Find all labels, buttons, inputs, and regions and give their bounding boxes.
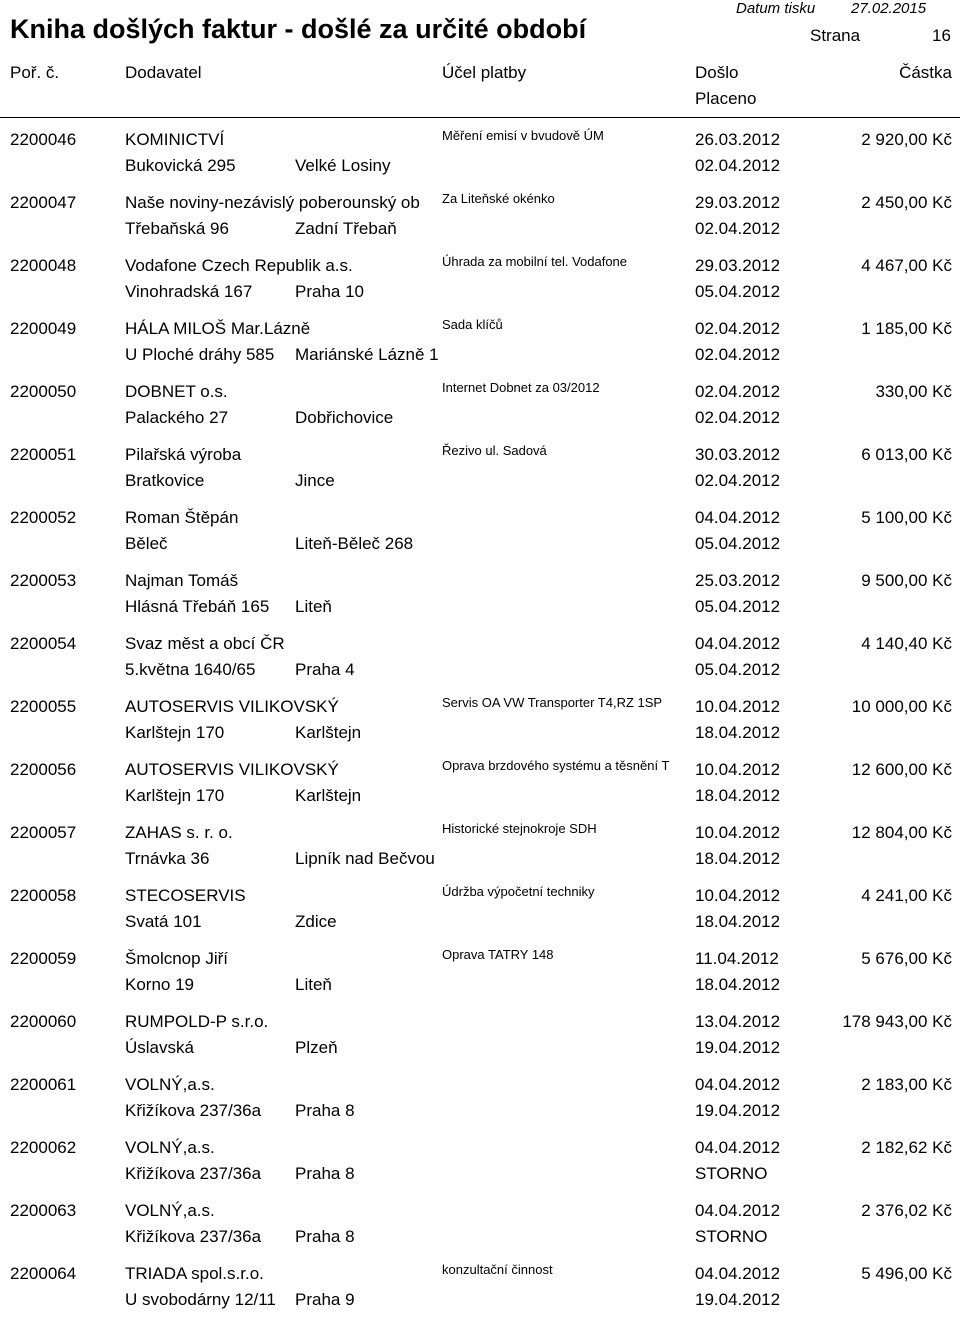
supplier-name: TRIADA spol.s.r.o. bbox=[125, 1264, 264, 1283]
amount: 2 182,62 Kč bbox=[861, 1138, 952, 1157]
supplier-address: Třebaňská 96 bbox=[125, 219, 229, 238]
received-date: 10.04.2012 bbox=[695, 886, 781, 905]
supplier-address: U Ploché dráhy 585 bbox=[125, 345, 275, 364]
paid-date: 02.04.2012 bbox=[695, 219, 781, 238]
page-title: Kniha došlých faktur - došlé za určité období bbox=[10, 14, 587, 44]
amount: 4 140,40 Kč bbox=[861, 634, 952, 653]
supplier-city: Karlštejn bbox=[295, 786, 362, 805]
supplier-address: Karlštejn 170 bbox=[125, 786, 225, 805]
supplier-city: Velké Losiny bbox=[295, 156, 391, 175]
invoice-number: 2200051 bbox=[10, 445, 77, 464]
column-header-paid: Placeno bbox=[695, 89, 757, 108]
paid-date: 05.04.2012 bbox=[695, 282, 781, 301]
paid-date: 18.04.2012 bbox=[695, 786, 781, 805]
paid-date: 02.04.2012 bbox=[695, 471, 781, 490]
supplier-address: Běleč bbox=[125, 534, 168, 553]
page-label: Strana bbox=[810, 26, 861, 45]
invoice-number: 2200064 bbox=[10, 1264, 77, 1283]
supplier-name: HÁLA MILOŠ Mar.Lázně bbox=[125, 319, 311, 338]
received-date: 04.04.2012 bbox=[695, 1201, 781, 1220]
supplier-name: AUTOSERVIS VILIKOVSKÝ bbox=[125, 760, 339, 779]
paid-date: 05.04.2012 bbox=[695, 534, 781, 553]
paid-date: 18.04.2012 bbox=[695, 975, 781, 994]
received-date: 30.03.2012 bbox=[695, 445, 781, 464]
invoice-number: 2200049 bbox=[10, 319, 77, 338]
supplier-name: Šmolcnop Jiří bbox=[125, 949, 228, 968]
supplier-address: Úslavská bbox=[125, 1038, 194, 1057]
supplier-address: Křižíkova 237/36a bbox=[125, 1227, 262, 1246]
invoice-number: 2200052 bbox=[10, 508, 77, 527]
table-row bbox=[0, 253, 960, 316]
amount: 2 920,00 Kč bbox=[861, 130, 952, 149]
supplier-name: Vodafone Czech Republik a.s. bbox=[125, 256, 353, 275]
page-number: 16 bbox=[932, 26, 951, 45]
supplier-name: Roman Štěpán bbox=[125, 508, 239, 527]
table-row bbox=[0, 946, 960, 1009]
invoice-number: 2200050 bbox=[10, 382, 77, 401]
paid-date: 18.04.2012 bbox=[695, 723, 781, 742]
printed-date-label: Datum tisku bbox=[736, 0, 816, 17]
supplier-name: VOLNÝ,a.s. bbox=[125, 1201, 215, 1220]
amount: 5 676,00 Kč bbox=[861, 949, 952, 968]
column-header-amount: Částka bbox=[899, 63, 952, 82]
column-header-number: Poř. č. bbox=[10, 63, 60, 82]
supplier-city: Praha 4 bbox=[295, 660, 355, 679]
amount: 330,00 Kč bbox=[875, 382, 952, 401]
invoice-number: 2200059 bbox=[10, 949, 77, 968]
supplier-address: Trnávka 36 bbox=[125, 849, 210, 868]
payment-purpose: Historické stejnokroje SDH bbox=[442, 821, 597, 836]
supplier-city: Zdice bbox=[295, 912, 337, 931]
amount: 5 496,00 Kč bbox=[861, 1264, 952, 1283]
supplier-name: Svaz měst a obcí ČR bbox=[125, 634, 285, 653]
table-row bbox=[0, 883, 960, 946]
supplier-city: Praha 10 bbox=[295, 282, 364, 301]
supplier-city: Lipník nad Bečvou bbox=[295, 849, 435, 868]
invoice-number: 2200062 bbox=[10, 1138, 77, 1157]
supplier-name: Najman Tomáš bbox=[125, 571, 239, 590]
supplier-city: Mariánské Lázně 1 bbox=[295, 345, 439, 364]
supplier-address: Křižíkova 237/36a bbox=[125, 1101, 262, 1120]
supplier-address: Korno 19 bbox=[125, 975, 194, 994]
paid-date: 18.04.2012 bbox=[695, 849, 781, 868]
received-date: 26.03.2012 bbox=[695, 130, 781, 149]
supplier-city: Liteň-Běleč 268 bbox=[295, 534, 414, 553]
table-row bbox=[0, 694, 960, 757]
paid-date: 05.04.2012 bbox=[695, 597, 781, 616]
table-row bbox=[0, 1009, 960, 1072]
table-row bbox=[0, 190, 960, 253]
invoice-number: 2200047 bbox=[10, 193, 77, 212]
paid-date: 19.04.2012 bbox=[695, 1290, 781, 1309]
amount: 1 185,00 Kč bbox=[861, 319, 952, 338]
supplier-city: Dobřichovice bbox=[295, 408, 394, 427]
supplier-city: Liteň bbox=[295, 597, 332, 616]
invoice-number: 2200053 bbox=[10, 571, 77, 590]
table-row bbox=[0, 442, 960, 505]
received-date: 29.03.2012 bbox=[695, 193, 781, 212]
payment-purpose: Oprava TATRY 148 bbox=[442, 947, 554, 962]
table-row bbox=[0, 757, 960, 820]
paid-date: 02.04.2012 bbox=[695, 408, 781, 427]
supplier-name: VOLNÝ,a.s. bbox=[125, 1138, 215, 1157]
table-row bbox=[0, 1198, 960, 1261]
supplier-address: Svatá 101 bbox=[125, 912, 202, 931]
supplier-city: Praha 8 bbox=[295, 1101, 355, 1120]
received-date: 02.04.2012 bbox=[695, 319, 781, 338]
table-row bbox=[0, 568, 960, 631]
payment-purpose: Za Liteňské okénko bbox=[442, 191, 555, 206]
supplier-city: Praha 8 bbox=[295, 1164, 355, 1183]
table-row bbox=[0, 631, 960, 694]
supplier-name: Pilařská výroba bbox=[125, 445, 242, 464]
received-date: 29.03.2012 bbox=[695, 256, 781, 275]
amount: 4 241,00 Kč bbox=[861, 886, 952, 905]
paid-date: 19.04.2012 bbox=[695, 1038, 781, 1057]
paid-date: STORNO bbox=[695, 1164, 768, 1183]
supplier-name: VOLNÝ,a.s. bbox=[125, 1075, 215, 1094]
invoice-number: 2200055 bbox=[10, 697, 77, 716]
invoice-number: 2200056 bbox=[10, 760, 77, 779]
supplier-city: Praha 8 bbox=[295, 1227, 355, 1246]
table-row bbox=[0, 1072, 960, 1135]
invoice-number: 2200058 bbox=[10, 886, 77, 905]
payment-purpose: Internet Dobnet za 03/2012 bbox=[442, 380, 600, 395]
payment-purpose: Měření emisí v bvudově ÚM bbox=[442, 128, 604, 143]
amount: 2 376,02 Kč bbox=[861, 1201, 952, 1220]
received-date: 04.04.2012 bbox=[695, 508, 781, 527]
table-row bbox=[0, 505, 960, 568]
supplier-address: Palackého 27 bbox=[125, 408, 229, 427]
amount: 12 600,00 Kč bbox=[851, 760, 952, 779]
received-date: 04.04.2012 bbox=[695, 1264, 781, 1283]
supplier-name: RUMPOLD-P s.r.o. bbox=[125, 1012, 269, 1031]
invoice-number: 2200048 bbox=[10, 256, 77, 275]
header-divider bbox=[0, 117, 960, 118]
column-header-purpose: Účel platby bbox=[442, 63, 527, 82]
payment-purpose: Údržba výpočetní techniky bbox=[442, 884, 595, 899]
table-row bbox=[0, 316, 960, 379]
payment-purpose: konzultační činnost bbox=[442, 1262, 553, 1277]
supplier-name: DOBNET o.s. bbox=[125, 382, 228, 401]
amount: 2 450,00 Kč bbox=[861, 193, 952, 212]
supplier-name: AUTOSERVIS VILIKOVSKÝ bbox=[125, 697, 339, 716]
supplier-address: Vinohradská 167 bbox=[125, 282, 253, 301]
received-date: 10.04.2012 bbox=[695, 823, 781, 842]
printed-date-value: 27.02.2015 bbox=[851, 0, 927, 17]
received-date: 10.04.2012 bbox=[695, 760, 781, 779]
paid-date: 02.04.2012 bbox=[695, 345, 781, 364]
table-row bbox=[0, 820, 960, 883]
supplier-city: Karlštejn bbox=[295, 723, 362, 742]
supplier-address: Křižíkova 237/36a bbox=[125, 1164, 262, 1183]
supplier-city: Jince bbox=[295, 471, 335, 490]
amount: 5 100,00 Kč bbox=[861, 508, 952, 527]
received-date: 25.03.2012 bbox=[695, 571, 781, 590]
received-date: 04.04.2012 bbox=[695, 634, 781, 653]
column-header-supplier: Dodavatel bbox=[125, 63, 202, 82]
supplier-address: U svobodárny 12/11 bbox=[125, 1290, 276, 1309]
supplier-name: Naše noviny-nezávislý poberounský ob bbox=[125, 193, 420, 212]
table-row bbox=[0, 379, 960, 442]
table-row bbox=[0, 1135, 960, 1198]
payment-purpose: Úhrada za mobilní tel. Vodafone bbox=[442, 254, 628, 269]
supplier-address: 5.května 1640/65 bbox=[125, 660, 256, 679]
supplier-city: Plzeň bbox=[295, 1038, 338, 1057]
received-date: 10.04.2012 bbox=[695, 697, 781, 716]
supplier-city: Zadní Třebaň bbox=[295, 219, 397, 238]
paid-date: 05.04.2012 bbox=[695, 660, 781, 679]
amount: 12 804,00 Kč bbox=[851, 823, 952, 842]
payment-purpose: Servis OA VW Transporter T4,RZ 1SP bbox=[442, 695, 663, 710]
supplier-city: Praha 9 bbox=[295, 1290, 355, 1309]
supplier-address: Karlštejn 170 bbox=[125, 723, 225, 742]
table-row bbox=[0, 1261, 960, 1324]
invoice-number: 2200057 bbox=[10, 823, 77, 842]
amount: 10 000,00 Kč bbox=[851, 697, 952, 716]
table-row bbox=[0, 127, 960, 190]
amount: 178 943,00 Kč bbox=[842, 1012, 952, 1031]
paid-date: 02.04.2012 bbox=[695, 156, 781, 175]
received-date: 04.04.2012 bbox=[695, 1075, 781, 1094]
paid-date: STORNO bbox=[695, 1227, 768, 1246]
amount: 9 500,00 Kč bbox=[861, 571, 952, 590]
amount: 2 183,00 Kč bbox=[861, 1075, 952, 1094]
supplier-name: ZAHAS s. r. o. bbox=[125, 823, 233, 842]
received-date: 13.04.2012 bbox=[695, 1012, 781, 1031]
invoice-number: 2200046 bbox=[10, 130, 77, 149]
payment-purpose: Sada klíčů bbox=[442, 317, 503, 332]
paid-date: 18.04.2012 bbox=[695, 912, 781, 931]
amount: 6 013,00 Kč bbox=[861, 445, 952, 464]
supplier-name: KOMINICTVÍ bbox=[125, 130, 225, 149]
received-date: 04.04.2012 bbox=[695, 1138, 781, 1157]
payment-purpose: Řezivo ul. Sadová bbox=[442, 443, 547, 458]
received-date: 02.04.2012 bbox=[695, 382, 781, 401]
amount: 4 467,00 Kč bbox=[861, 256, 952, 275]
supplier-name: STECOSERVIS bbox=[125, 886, 246, 905]
column-header-received: Došlo bbox=[695, 63, 739, 82]
paid-date: 19.04.2012 bbox=[695, 1101, 781, 1120]
invoice-number: 2200060 bbox=[10, 1012, 77, 1031]
received-date: 11.04.2012 bbox=[695, 949, 779, 968]
supplier-address: Hlásná Třebáň 165 bbox=[125, 597, 270, 616]
invoice-number: 2200054 bbox=[10, 634, 77, 653]
invoice-number: 2200063 bbox=[10, 1201, 77, 1220]
supplier-address: Bukovická 295 bbox=[125, 156, 236, 175]
payment-purpose: Oprava brzdového systému a těsnění T bbox=[442, 758, 670, 773]
supplier-address: Bratkovice bbox=[125, 471, 205, 490]
supplier-city: Liteň bbox=[295, 975, 332, 994]
invoice-number: 2200061 bbox=[10, 1075, 77, 1094]
